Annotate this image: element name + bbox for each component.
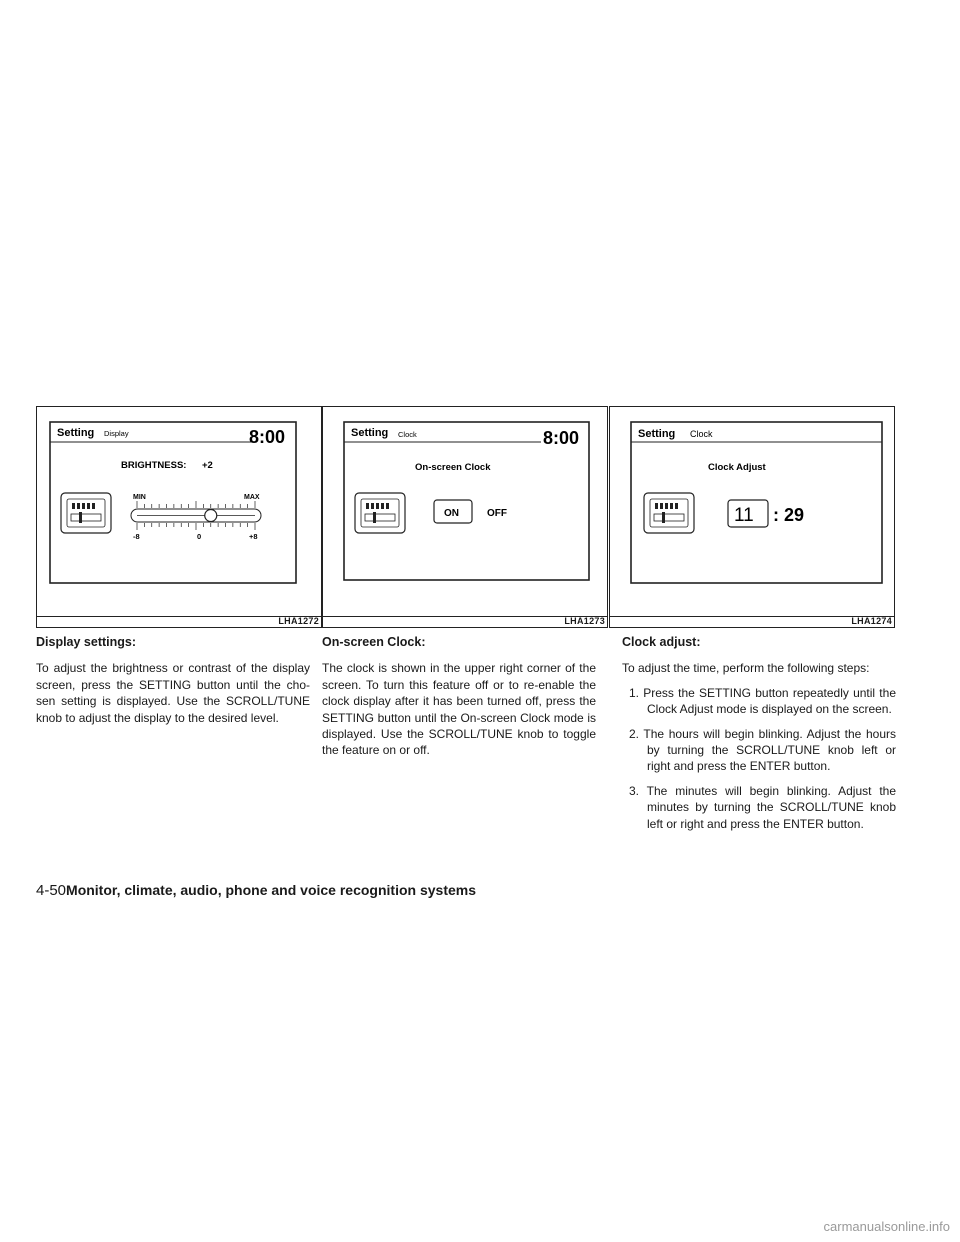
setting-label: Setting [638, 428, 676, 440]
section-heading: Display settings: [36, 635, 137, 649]
section-heading: On-screen Clock: [322, 635, 426, 649]
clock-time: 8:00 [249, 427, 286, 447]
list-item: 2. The hours will begin blinking. Adjust the hours by turning the SCROLL/TUNE knob left or right and press the ENTER button. [629, 726, 896, 774]
max-label: MAX [244, 494, 260, 501]
section-onscreen-clock [322, 634, 596, 759]
figure-display-settings [36, 406, 322, 628]
control-knob-icon [61, 493, 111, 533]
figure-code: LHA1274 [851, 616, 892, 626]
list-item: 3. The minutes will begin blinking. Adjust the minutes by turning the SCROLL/TUNE knob left or right and press the ENTER button. [629, 783, 896, 831]
off-option-label: OFF [487, 508, 507, 519]
brightness-label: BRIGHTNESS: [121, 460, 187, 471]
min-label: MIN [133, 494, 146, 501]
figure-code: LHA1272 [278, 616, 319, 626]
section-display-settings [36, 634, 310, 726]
mode-label: Display [104, 429, 129, 438]
display-settings-screen [37, 407, 323, 617]
mode-label: Clock [398, 430, 417, 439]
steps-list [622, 685, 896, 832]
hours-value: 11 [734, 505, 754, 526]
clock-adjust-label: Clock Adjust [708, 462, 766, 473]
slider-mid-tick: 0 [197, 532, 202, 541]
slider-ticks-top [137, 501, 255, 508]
figure-code: LHA1273 [564, 616, 605, 626]
chapter-title: Monitor, climate, audio, phone and voice recognition systems [66, 882, 476, 898]
clock-adjust-screen [610, 407, 896, 617]
slider-min-tick: -8 [133, 532, 140, 541]
clock-time: 8:00 [543, 428, 580, 448]
setting-label: Setting [57, 427, 95, 439]
onscreen-clock-screen [323, 407, 609, 617]
minutes-value: : 29 [773, 505, 805, 525]
watermark: carmanualsonline.info [823, 1219, 950, 1234]
section-clock-adjust [622, 634, 896, 840]
on-option-label: ON [444, 508, 459, 519]
page-footer [36, 882, 476, 899]
brightness-value: +2 [202, 460, 213, 471]
control-knob-icon [355, 493, 405, 533]
mode-label: Clock [690, 429, 713, 439]
figure-onscreen-clock [322, 406, 608, 628]
onscreen-clock-label: On-screen Clock [415, 462, 491, 473]
setting-label: Setting [351, 427, 389, 439]
section-heading: Clock adjust: [622, 635, 701, 649]
figure-clock-adjust [609, 406, 895, 628]
control-knob-icon [644, 493, 694, 533]
list-item: 1. Press the SETTING button repeatedly until the Clock Adjust mode is displayed on the screen. [629, 685, 896, 717]
slider-max-tick: +8 [249, 532, 258, 541]
section-body: To adjust the brightness or contrast of the display screen, press the SETTING button until the cho-sen setting is displayed. Use the SCROLL/TUNE knob to adjust the display to the desired level. [36, 661, 310, 725]
brightness-slider-knob [205, 510, 217, 522]
page-number: 4-50 [36, 882, 67, 899]
section-intro: To adjust the time, perform the following steps: [622, 661, 870, 676]
section-body: The clock is shown in the upper right corner of the screen. To turn this feature off or to re-enable the clock display after it has been turned off, press the SETTING button until the On-screen Clock mode is displayed. Use the SCROLL/TUNE knob to toggle the feature on or off. [322, 661, 596, 758]
slider-ticks-bottom [137, 523, 255, 530]
